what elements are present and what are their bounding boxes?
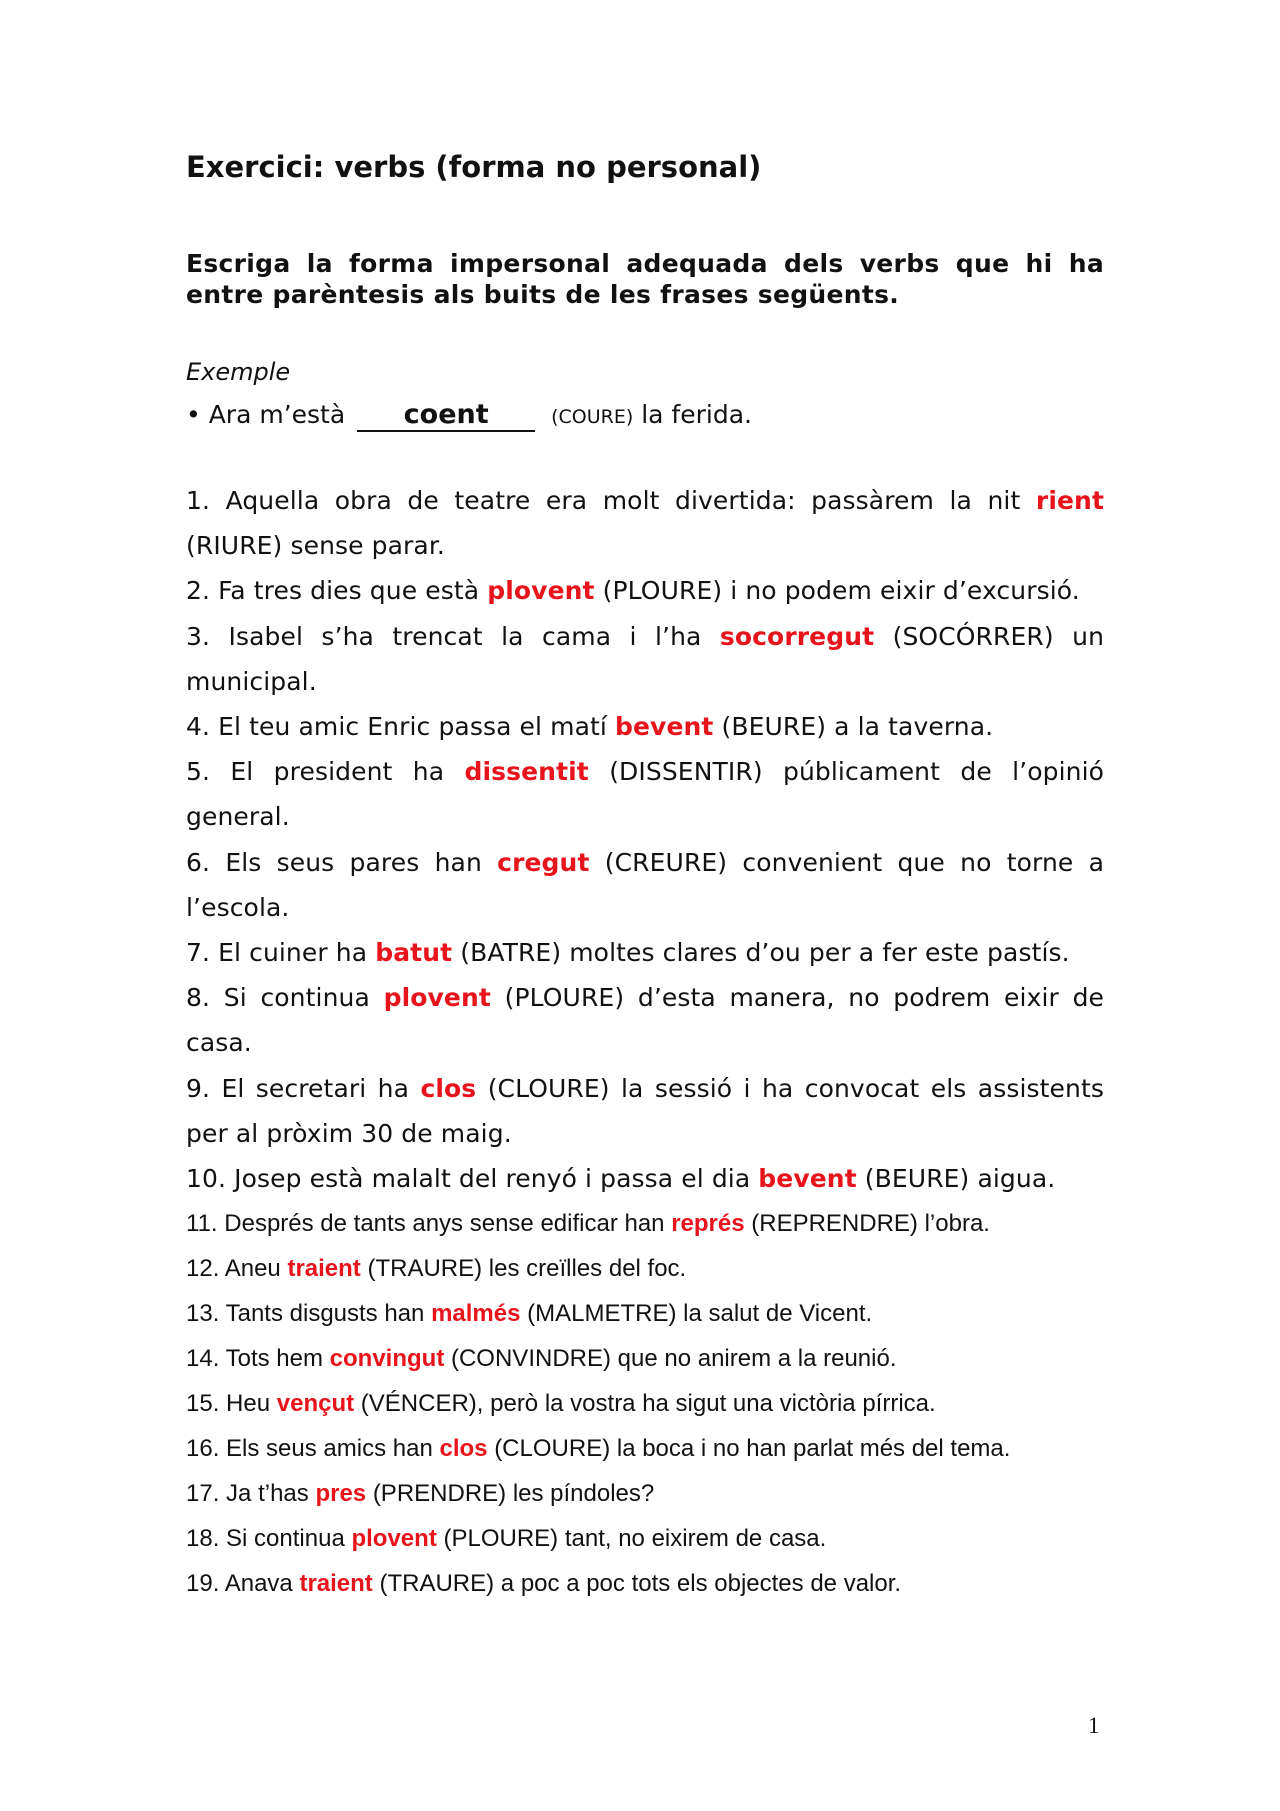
item-number: 8. <box>186 983 211 1013</box>
item-text-before: Tots hem <box>225 1345 323 1373</box>
exercise-item <box>186 1516 1104 1561</box>
item-number: 14. <box>186 1345 220 1373</box>
item-text-before: Aquella obra de teatre era molt divertida: passàrem la nit <box>225 486 1021 515</box>
item-text-before: Els seus amics han <box>226 1435 433 1463</box>
exercise-item <box>186 1066 1104 1156</box>
item-text-after: (BATRE) moltes clares d’ou per a fer este pastís. <box>460 938 1070 968</box>
item-text-before: Després de tants anys sense edificar han <box>224 1210 665 1238</box>
example-verb: (COURE) <box>551 406 634 428</box>
bullet: • <box>186 400 201 429</box>
item-answer: dissentit <box>464 757 589 787</box>
example-after: la ferida. <box>641 400 752 429</box>
item-text-after: (SOCÓRRER) un municipal. <box>186 621 1105 696</box>
exercise-item <box>186 1426 1104 1471</box>
item-answer: clos <box>420 1073 477 1103</box>
instructions: Escriga la forma impersonal adequada dels verbs que hi ha entre parèntesis als buits de les frases següents. <box>186 249 1104 309</box>
item-text-before: El president ha <box>230 757 445 787</box>
item-text-after: (TRAURE) les creïlles del foc. <box>367 1255 687 1283</box>
item-text-after: (DISSENTIR) públicament de l’opinió general. <box>186 757 1105 832</box>
item-text-after: (PLOURE) tant, no eixirem de casa. <box>443 1525 827 1553</box>
item-text-before: Tants disgusts han <box>225 1300 425 1328</box>
item-text-after: (REPRENDRE) l’obra. <box>751 1210 990 1238</box>
exercise-item <box>186 1471 1104 1516</box>
item-answer: bevent <box>615 712 714 742</box>
item-answer: plovent <box>351 1525 437 1553</box>
item-answer: clos <box>439 1435 488 1463</box>
item-text-after: (BEURE) a la taverna. <box>721 712 994 742</box>
item-number: 10. <box>186 1164 227 1194</box>
item-text-after: (CREURE) convenient que no torne a l’escola. <box>186 847 1105 922</box>
item-number: 4. <box>186 712 211 742</box>
item-text-before: Si continua <box>223 983 370 1013</box>
example-answer-blank: coent <box>357 400 535 432</box>
item-text-before: Anava <box>224 1570 293 1598</box>
exercise-item <box>186 478 1104 568</box>
item-text-after: (CLOURE) la boca i no han parlat més del tema. <box>494 1435 1011 1463</box>
item-answer: socorregut <box>719 621 875 651</box>
item-answer: plovent <box>487 576 595 606</box>
item-number: 15. <box>186 1390 220 1418</box>
exercise-item <box>186 749 1104 839</box>
exercise-item <box>186 614 1104 704</box>
exercise-item <box>186 1246 1104 1291</box>
item-answer: bevent <box>758 1164 857 1194</box>
item-number: 6. <box>186 847 211 877</box>
item-text-after: (PLOURE) i no podem eixir d’excursió. <box>602 576 1080 606</box>
item-text-after: (RIURE) sense parar. <box>186 531 445 561</box>
example-sentence <box>186 400 1104 436</box>
item-answer: convingut <box>329 1345 445 1373</box>
item-text-after: (MALMETRE) la salut de Vicent. <box>527 1300 873 1328</box>
item-answer: traient <box>299 1570 373 1598</box>
page-content <box>186 150 1104 1606</box>
item-text-before: El teu amic Enric passa el matí <box>218 712 607 742</box>
item-answer: malmés <box>431 1300 521 1328</box>
item-text-after: (CLOURE) la sessió i ha convocat els assistents per al pròxim 30 de maig. <box>186 1073 1104 1148</box>
item-answer: traient <box>287 1255 361 1283</box>
item-text-before: El secretari ha <box>221 1073 410 1103</box>
item-answer: plovent <box>383 983 491 1013</box>
item-text-before: Fa tres dies que està <box>218 576 480 606</box>
item-text-before: Els seus pares han <box>225 847 482 877</box>
exercise-item <box>186 930 1104 975</box>
exercise-item <box>186 1201 1104 1246</box>
item-number: 7. <box>186 938 211 968</box>
page-title: Exercici: verbs (forma no personal) <box>186 150 762 184</box>
item-answer: représ <box>671 1210 745 1238</box>
item-answer: cregut <box>497 847 590 877</box>
item-number: 13. <box>186 1300 220 1328</box>
exercise-item <box>186 1336 1104 1381</box>
item-text-before: El cuiner ha <box>218 938 368 968</box>
item-text-after: (PRENDRE) les píndoles? <box>372 1480 655 1508</box>
item-number: 1. <box>186 486 211 515</box>
item-text-after: (BEURE) aigua. <box>864 1164 1056 1194</box>
item-number: 9. <box>186 1073 211 1103</box>
exercise-item <box>186 704 1104 749</box>
example-label: Exemple <box>186 358 291 386</box>
item-answer: vençut <box>276 1390 355 1418</box>
exercise-item <box>186 975 1104 1065</box>
exercise-item <box>186 568 1104 613</box>
item-number: 12. <box>186 1255 220 1283</box>
item-number: 5. <box>186 757 211 787</box>
item-number: 3. <box>186 621 211 651</box>
example-before: Ara m’està <box>208 400 346 429</box>
item-answer: pres <box>315 1480 367 1508</box>
item-number: 17. <box>186 1480 220 1508</box>
item-text-after: (PLOURE) d’esta manera, no podrem eixir de casa. <box>186 983 1105 1058</box>
item-answer: rient <box>1035 486 1104 515</box>
item-text-after: (CONVINDRE) que no anirem a la reunió. <box>450 1345 897 1373</box>
item-text-after: (VÉNCER), però la vostra ha sigut una victòria pírrica. <box>360 1390 936 1418</box>
item-number: 2. <box>186 576 211 606</box>
exercise-item <box>186 840 1104 930</box>
item-text-before: Heu <box>226 1390 271 1418</box>
item-answer: batut <box>375 938 453 968</box>
item-text-before: Aneu <box>224 1255 281 1283</box>
exercise-item <box>186 1561 1104 1606</box>
item-number: 11. <box>186 1210 218 1238</box>
exercise-list <box>186 478 1104 1606</box>
item-text-before: Josep està malalt del renyó i passa el dia <box>234 1164 751 1194</box>
item-number: 18. <box>186 1525 220 1553</box>
item-text-before: Ja t’has <box>226 1480 309 1508</box>
item-number: 16. <box>186 1435 220 1463</box>
item-text-before: Si continua <box>226 1525 345 1553</box>
item-text-before: Isabel s’ha trencat la cama i l’ha <box>228 621 702 651</box>
item-number: 19. <box>186 1570 220 1598</box>
exercise-item <box>186 1156 1104 1201</box>
exercise-item <box>186 1381 1104 1426</box>
exercise-item <box>186 1291 1104 1336</box>
item-text-after: (TRAURE) a poc a poc tots els objectes de valor. <box>379 1570 902 1598</box>
page-number: 1 <box>1088 1713 1100 1738</box>
